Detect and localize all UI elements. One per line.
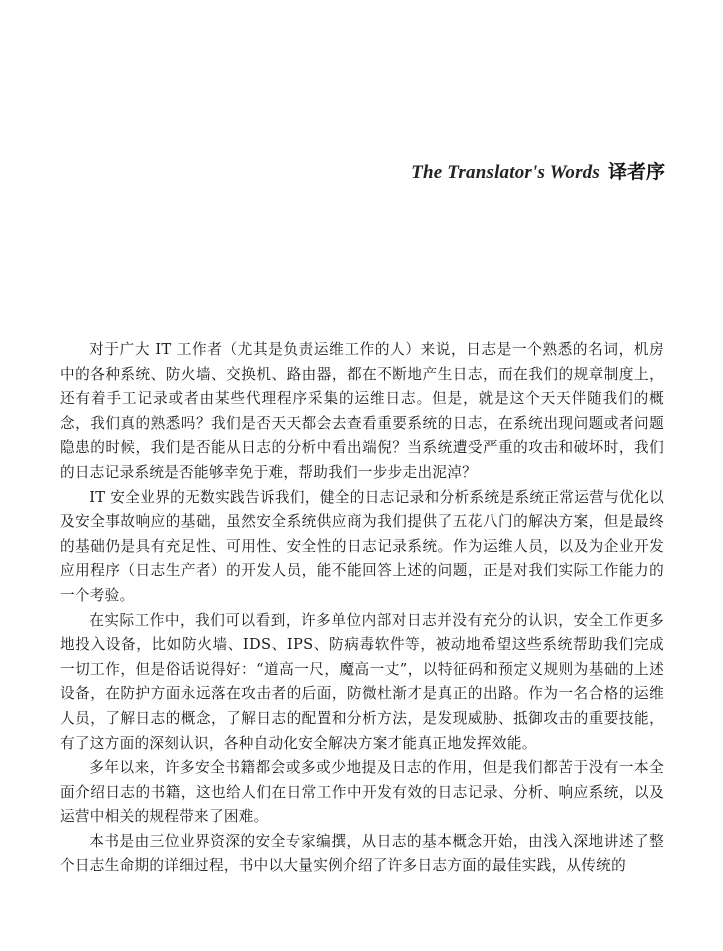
paragraph-3: 在实际工作中，我们可以看到，许多单位内部对日志并没有充分的认识，安全工作更多地投入设备，比如防火墙、IDS、IPS、防病毒软件等，被动地希望这些系统帮助我们完成一切工作，但是俗话说得好：“道高一尺，魔高一丈”，以特征码和预定义规则为基础的上述设备，在防护方面永远落在攻击者的后面，防微杜渐才是真正的出路。作为一名合格的运维人员，了解日志的概念，了解日志的配置和分析方法，是发现威胁、抵御攻击的重要技能，有了这方面的深刻认识，各种自动化安全解决方案才能真正地发挥效能。 (60, 611, 664, 752)
paragraph-2: IT 安全业界的无数实践告诉我们，健全的日志记录和分析系统是系统正常运营与优化以及安全事故响应的基础，虽然安全系统供应商为我们提供了五花八门的解决方案，但是最终的基础仍是具有充足性、可用性、安全性的日志记录系统。作为运维人员，以及为企业开发应用程序（日志生产者）的开发人员，能不能回答上述的问题，正是对我们实际工作能力的一个考验。 (60, 488, 664, 604)
paragraph-1: 对于广大 IT 工作者（尤其是负责运维工作的人）来说，日志是一个熟悉的名词，机房中的各种系统、防火墙、交换机、路由器，都在不断地产生日志，而在我们的规章制度上，还有着手工记录或者由某些代理程序采集的运维日志。但是，就是这个天天伴随我们的概念，我们真的熟悉吗？我们是否天天都会去查看重要系统的日志，在系统出现问题或者问题隐患的时候，我们是否能从日志的分析中看出端倪？当系统遭受严重的攻击和破坏时，我们的日志记录系统是否能够幸免于难，帮助我们一步步走出泥淖？ (60, 341, 664, 481)
paragraph-5: 本书是由三位业界资深的安全专家编撰，从日志的基本概念开始，由浅入深地讲述了整个日志生命期的详细过程，书中以大量实例介绍了许多日志方面的最佳实践，从传统的 (60, 832, 664, 875)
preface-title-en: The Translator's Words (411, 162, 600, 183)
preface-body (60, 338, 664, 879)
preface-title-zh: 译者序 (607, 161, 665, 183)
paragraph-4: 多年以来，许多安全书籍都会或多或少地提及日志的作用，但是我们都苦于没有一本全面介绍日志的书籍，这也给人们在日常工作中开发有效的日志记录、分析、响应系统，以及运营中相关的规程带来了困难。 (60, 759, 664, 826)
preface-heading (411, 157, 665, 184)
